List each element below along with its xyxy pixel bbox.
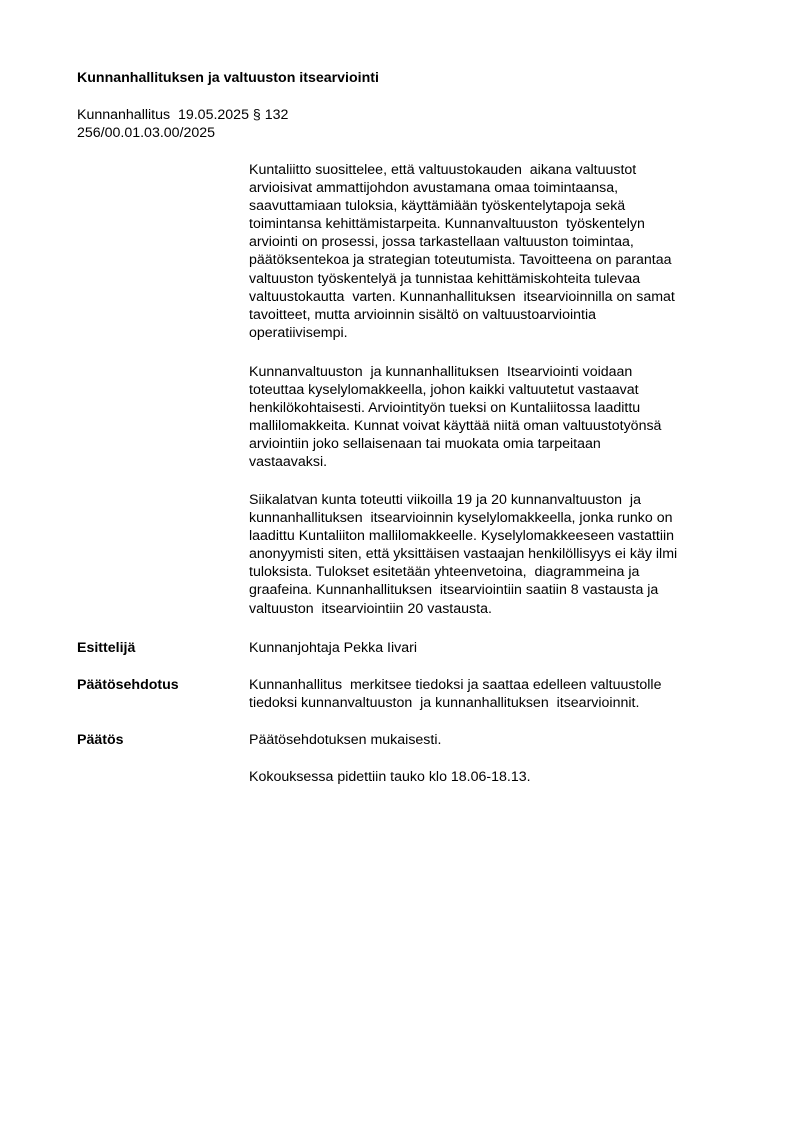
text-line: Kuntaliitto suosittelee, että valtuustokauden aikana valtuustot [249,162,637,178]
text-line: arviointi on prosessi, jossa tarkastellaan valtuuston toimintaa, [249,234,634,251]
text-line: kunnanhallituksen itsearvioinnin kyselylomakkeella, jonka runko on [249,510,673,527]
text-line: henkilökohtaisesti. Arviointityön tueksi on Kuntaliitossa laadittu [249,400,641,417]
text-line: Siikalatvan kunta toteutti viikoilla 19 ja 20 kunnanvaltuuston ja [249,492,641,508]
text-line: saavuttamiaan tuloksia, käyttämiään työskentelytapoja sekä [249,198,626,215]
meeting-meta [77,106,288,142]
meeting-info: Kunnanhallitus 19.05.2025 § 132 [77,107,289,123]
proposal-label: Päätösehdotus [77,677,179,693]
text-line: valtuuston työskentelyä ja tunnistaa kehittämiskohteita tulevaa [249,270,641,287]
paragraph-1 [249,161,741,342]
decision-label: Päätös [77,732,124,748]
paragraph-2 [249,363,741,472]
meeting-note: Kokouksessa pidettiin tauko klo 18.06-18.13. [249,769,531,785]
presenter-label: Esittelijä [77,640,136,656]
text-line: tuloksista. Tulokset esitetään yhteenvetoina, diagrammeina ja [249,564,640,581]
text-line: valtuustokautta varten. Kunnanhallituksen itsearvioinnilla on samat [249,288,675,305]
document-title: Kunnanhallituksen ja valtuuston itsearviointi [77,70,379,86]
text-line: tavoitteet, mutta arvioinnin sisältö on valtuustoarviointia [249,306,596,323]
decision-value: Päätösehdotuksen mukaisesti. [249,732,442,748]
text-line: arviointiin joko sellaisenaan tai muokata omia tarpeitaan [249,436,601,453]
text-line: toteuttaa kyselylomakkeella, johon kaikki valtuutetut vastaavat [249,382,639,399]
text-line: operatiivisempi. [249,324,348,341]
proposal-text [249,676,741,712]
text-line: vastaavaksi. [249,454,328,471]
text-line: graafeina. Kunnanhallituksen itsearviointiin saatiin 8 vastausta ja [249,582,659,599]
text-line: laadittu Kuntaliiton mallilomakkeelle. Kyselylomakkeeseen vastattiin [249,528,675,545]
text-line: Kunnanvaltuuston ja kunnanhallituksen Itsearviointi voidaan [249,364,633,380]
text-line: Kunnanhallitus merkitsee tiedoksi ja saattaa edelleen valtuustolle [249,677,662,693]
text-line: valtuuston itsearviointiin 20 vastausta. [249,600,492,617]
text-line: arvioisivat ammattijohdon avustamana omaa toimintaansa, [249,180,619,197]
text-line: tiedoksi kunnanvaltuuston ja kunnanhallituksen itsearvioinnit. [249,695,640,711]
text-line: päätöksentekoa ja strategian toteutumista. Tavoitteena on parantaa [249,252,672,269]
text-line: toimintansa kehittämistarpeita. Kunnanvaltuuston työskentelyn [249,216,645,233]
text-line: mallilomakkeita. Kunnat voivat käyttää niitä oman valtuustotyönsä [249,418,662,435]
presenter-value: Kunnanjohtaja Pekka Iivari [249,640,417,656]
paragraph-3 [249,491,741,618]
reference-number: 256/00.01.03.00/2025 [77,125,216,141]
text-line: anonyymisti siten, että yksittäisen vastaajan henkilöllisyys ei käy ilmi [249,546,678,563]
